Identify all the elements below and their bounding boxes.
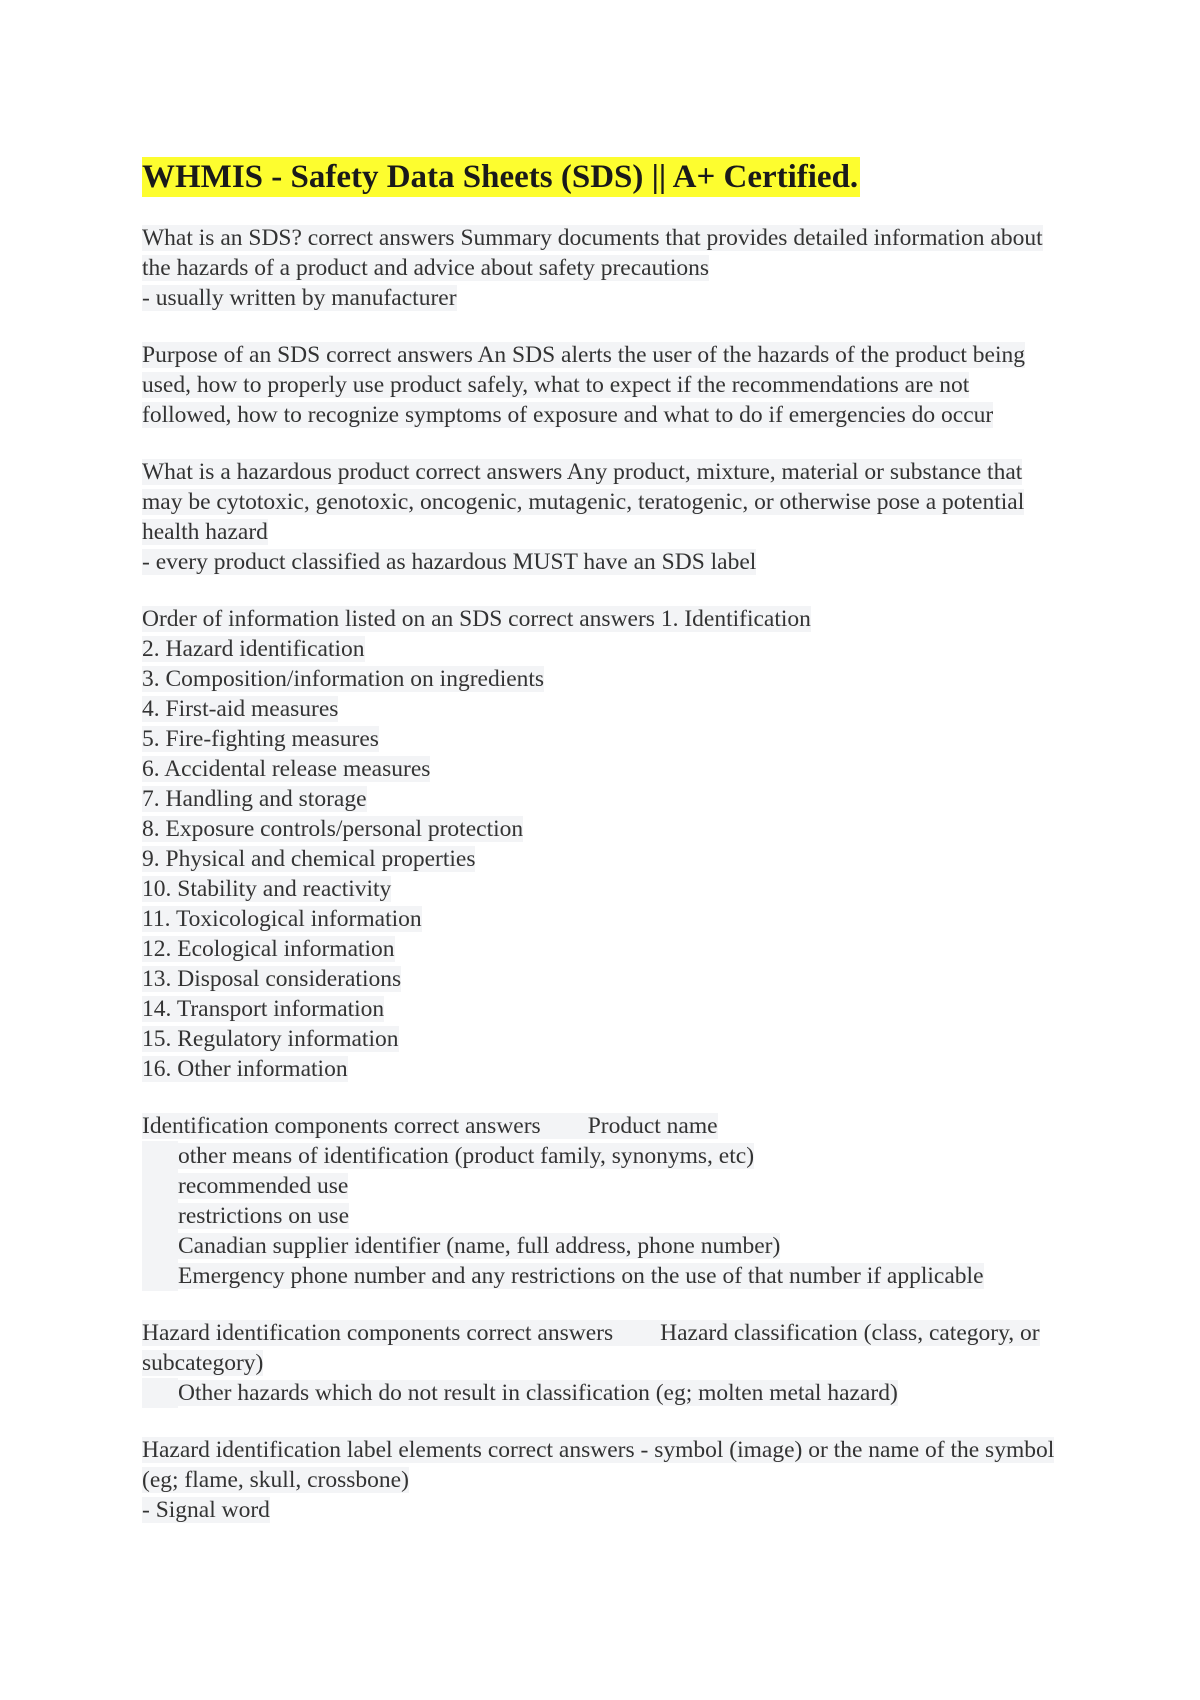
text-line: (eg; flame, skull, crossbone) — [142, 1467, 409, 1493]
list-item: restrictions on use — [142, 1201, 1072, 1231]
list-item: Other hazards which do not result in classification (eg; molten metal hazard) — [142, 1378, 1072, 1408]
list-item: 5. Fire-fighting measures — [142, 726, 379, 752]
text-line: may be cytotoxic, genotoxic, oncogenic, mutagenic, teratogenic, or otherwise pose a potential — [142, 489, 1025, 515]
list-item: 14. Transport information — [142, 996, 385, 1022]
qa-hazard-identification-components — [142, 1318, 1072, 1408]
text-line: followed, how to recognize symptoms of exposure and what to do if emergencies do occur — [142, 402, 994, 428]
text-line: the hazards of a product and advice about safety precautions — [142, 255, 710, 281]
document-page — [142, 157, 1072, 1552]
document-title: WHMIS - Safety Data Sheets (SDS) || A+ Certified. — [142, 159, 859, 195]
text-line: used, how to properly use product safely, what to expect if the recommendations are not — [142, 372, 970, 398]
list-item: 16. Other information — [142, 1056, 348, 1082]
text-line: Hazard identification components correct answers Hazard classification (class, category, or — [142, 1320, 1040, 1346]
text-line: health hazard — [142, 519, 268, 545]
list-item: 4. First-aid measures — [142, 696, 339, 722]
list-item: 11. Toxicological information — [142, 906, 422, 932]
qa-purpose-of-sds — [142, 340, 1072, 430]
list-item: 8. Exposure controls/personal protection — [142, 816, 524, 842]
qa-what-is-sds — [142, 223, 1072, 313]
list-item: 6. Accidental release measures — [142, 756, 431, 782]
text-line: - Signal word — [142, 1497, 270, 1523]
text-line: subcategory) — [142, 1350, 264, 1376]
qa-identification-components — [142, 1111, 1072, 1291]
qa-hazardous-product — [142, 457, 1072, 577]
text-line: - every product classified as hazardous MUST have an SDS label — [142, 549, 757, 575]
text-line: What is an SDS? correct answers Summary documents that provides detailed information about — [142, 225, 1043, 251]
list-item: 15. Regulatory information — [142, 1026, 399, 1052]
list-item: other means of identification (product family, synonyms, etc) — [142, 1141, 1072, 1171]
list-item: recommended use — [142, 1171, 1072, 1201]
list-item: 12. Ecological information — [142, 936, 395, 962]
list-item: Canadian supplier identifier (name, full address, phone number) — [142, 1231, 1072, 1261]
list-item: Emergency phone number and any restrictions on the use of that number if applicable — [142, 1261, 1072, 1291]
text-line: - usually written by manufacturer — [142, 285, 457, 311]
list-item: 7. Handling and storage — [142, 786, 367, 812]
list-item: 10. Stability and reactivity — [142, 876, 392, 902]
text-line: What is a hazardous product correct answers Any product, mixture, material or substance that — [142, 459, 1023, 485]
text-line: Purpose of an SDS correct answers An SDS alerts the user of the hazards of the product being — [142, 342, 1025, 368]
text-line: Identification components correct answers Product name — [142, 1113, 718, 1139]
list-item: 2. Hazard identification — [142, 636, 365, 662]
list-item: 9. Physical and chemical properties — [142, 846, 476, 872]
list-item: 13. Disposal considerations — [142, 966, 402, 992]
list-item: 3. Composition/information on ingredients — [142, 666, 545, 692]
text-line: Order of information listed on an SDS correct answers 1. Identification — [142, 606, 811, 632]
text-line: Hazard identification label elements correct answers - symbol (image) or the name of the symbol — [142, 1437, 1055, 1463]
qa-order-of-information — [142, 604, 1072, 1084]
qa-hazard-label-elements — [142, 1435, 1072, 1525]
